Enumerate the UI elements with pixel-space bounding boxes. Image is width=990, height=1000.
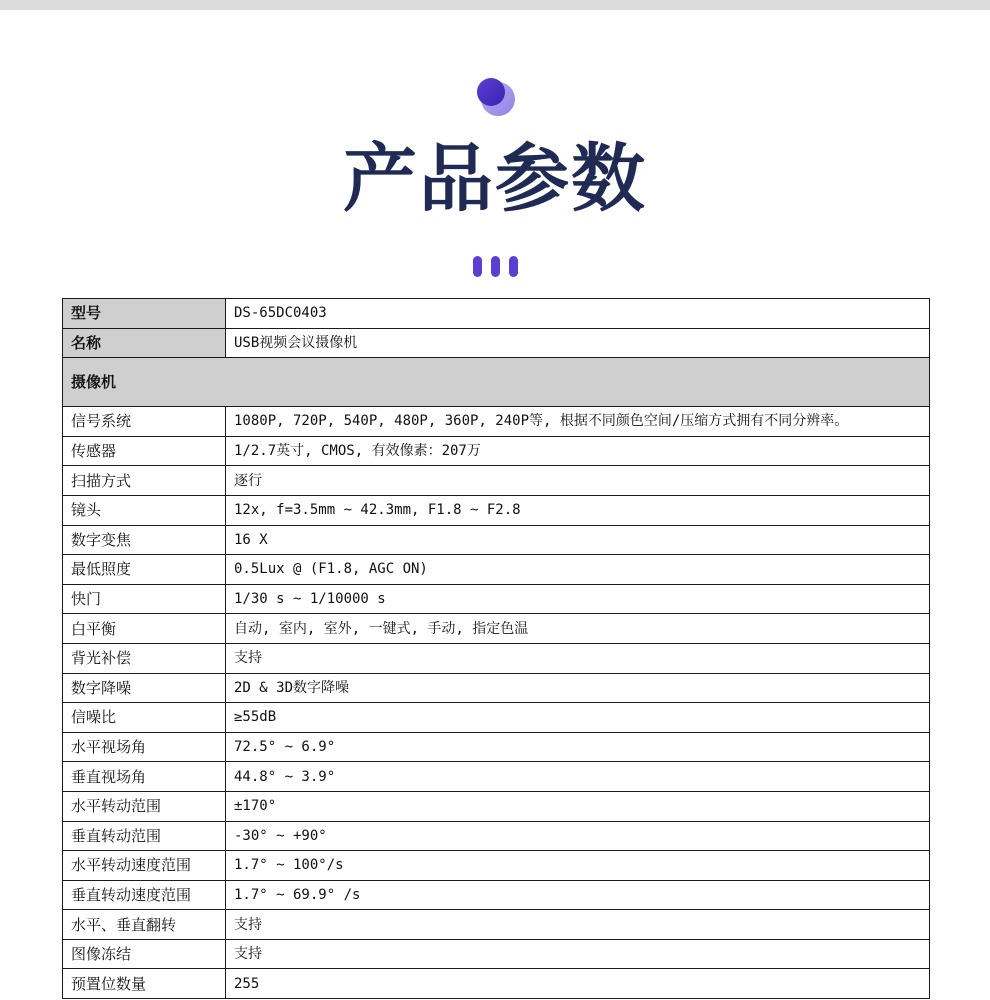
table-row [63,466,930,496]
table-row [63,643,930,673]
row-label: 扫描方式 [63,466,226,496]
row-label: 预置位数量 [63,969,226,999]
row-value: 255 [226,969,930,999]
row-value: 支持 [226,643,930,673]
row-value: 72.5° ~ 6.9° [226,732,930,762]
row-label: 垂直视场角 [63,762,226,792]
section-title: 摄像机 [63,358,930,407]
table-row [63,436,930,466]
row-value: 1/2.7英寸, CMOS, 有效像素：207万 [226,436,930,466]
model-value: DS-65DC0403 [226,299,930,329]
table-row [63,969,930,999]
table-row [63,525,930,555]
row-value: 0.5Lux @ (F1.8, AGC ON) [226,555,930,585]
table-row [63,495,930,525]
row-value: 逐行 [226,466,930,496]
row-label: 最低照度 [63,555,226,585]
row-value: ≥55dB [226,703,930,733]
row-value: 1.7° ~ 100°/s [226,851,930,881]
row-value: 支持 [226,939,930,969]
table-row [63,791,930,821]
table-row [63,584,930,614]
three-bars-icon [473,256,519,278]
row-label: 白平衡 [63,614,226,644]
row-label: 水平转动速度范围 [63,851,226,881]
page-title: 产品参数 [343,136,647,222]
spec-table [62,298,930,999]
row-value: 支持 [226,910,930,940]
top-bar [0,0,990,10]
table-row [63,673,930,703]
section-row [63,358,930,407]
row-value: 16 X [226,525,930,555]
row-value: 44.8° ~ 3.9° [226,762,930,792]
table-row [63,732,930,762]
table-row-name [63,328,930,358]
table-row [63,880,930,910]
row-label: 传感器 [63,436,226,466]
row-label: 图像冻结 [63,939,226,969]
table-row-model [63,299,930,329]
row-value: 自动, 室内, 室外, 一键式, 手动, 指定色温 [226,614,930,644]
table-row [63,910,930,940]
table-row [63,407,930,437]
table-row [63,703,930,733]
table-row [63,821,930,851]
row-label: 镜头 [63,495,226,525]
row-label: 水平视场角 [63,732,226,762]
row-label: 快门 [63,584,226,614]
row-value: 2D & 3D数字降噪 [226,673,930,703]
row-value: 12x, f=3.5mm ~ 42.3mm, F1.8 ~ F2.8 [226,495,930,525]
row-label: 水平转动范围 [63,791,226,821]
name-value: USB视频会议摄像机 [226,328,930,358]
row-label: 数字降噪 [63,673,226,703]
row-label: 水平、垂直翻转 [63,910,226,940]
model-label: 型号 [63,299,226,329]
table-row [63,851,930,881]
row-label: 信噪比 [63,703,226,733]
row-value: 1/30 s ~ 1/10000 s [226,584,930,614]
row-value: 1080P, 720P, 540P, 480P, 360P, 240P等, 根据不同颜色空间/压缩方式拥有不同分辨率。 [226,407,930,437]
table-row [63,939,930,969]
row-label: 垂直转动速度范围 [63,880,226,910]
bar-icon [509,256,518,277]
table-row [63,762,930,792]
table-row [63,614,930,644]
bar-icon [491,256,500,277]
row-value: ±170° [226,791,930,821]
overlapping-circles-icon [472,73,520,121]
row-value: 1.7° ~ 69.9° /s [226,880,930,910]
row-label: 数字变焦 [63,525,226,555]
row-label: 信号系统 [63,407,226,437]
row-label: 垂直转动范围 [63,821,226,851]
table-row [63,555,930,585]
bar-icon [473,256,482,277]
row-value: -30° ~ +90° [226,821,930,851]
row-label: 背光补偿 [63,643,226,673]
name-label: 名称 [63,328,226,358]
